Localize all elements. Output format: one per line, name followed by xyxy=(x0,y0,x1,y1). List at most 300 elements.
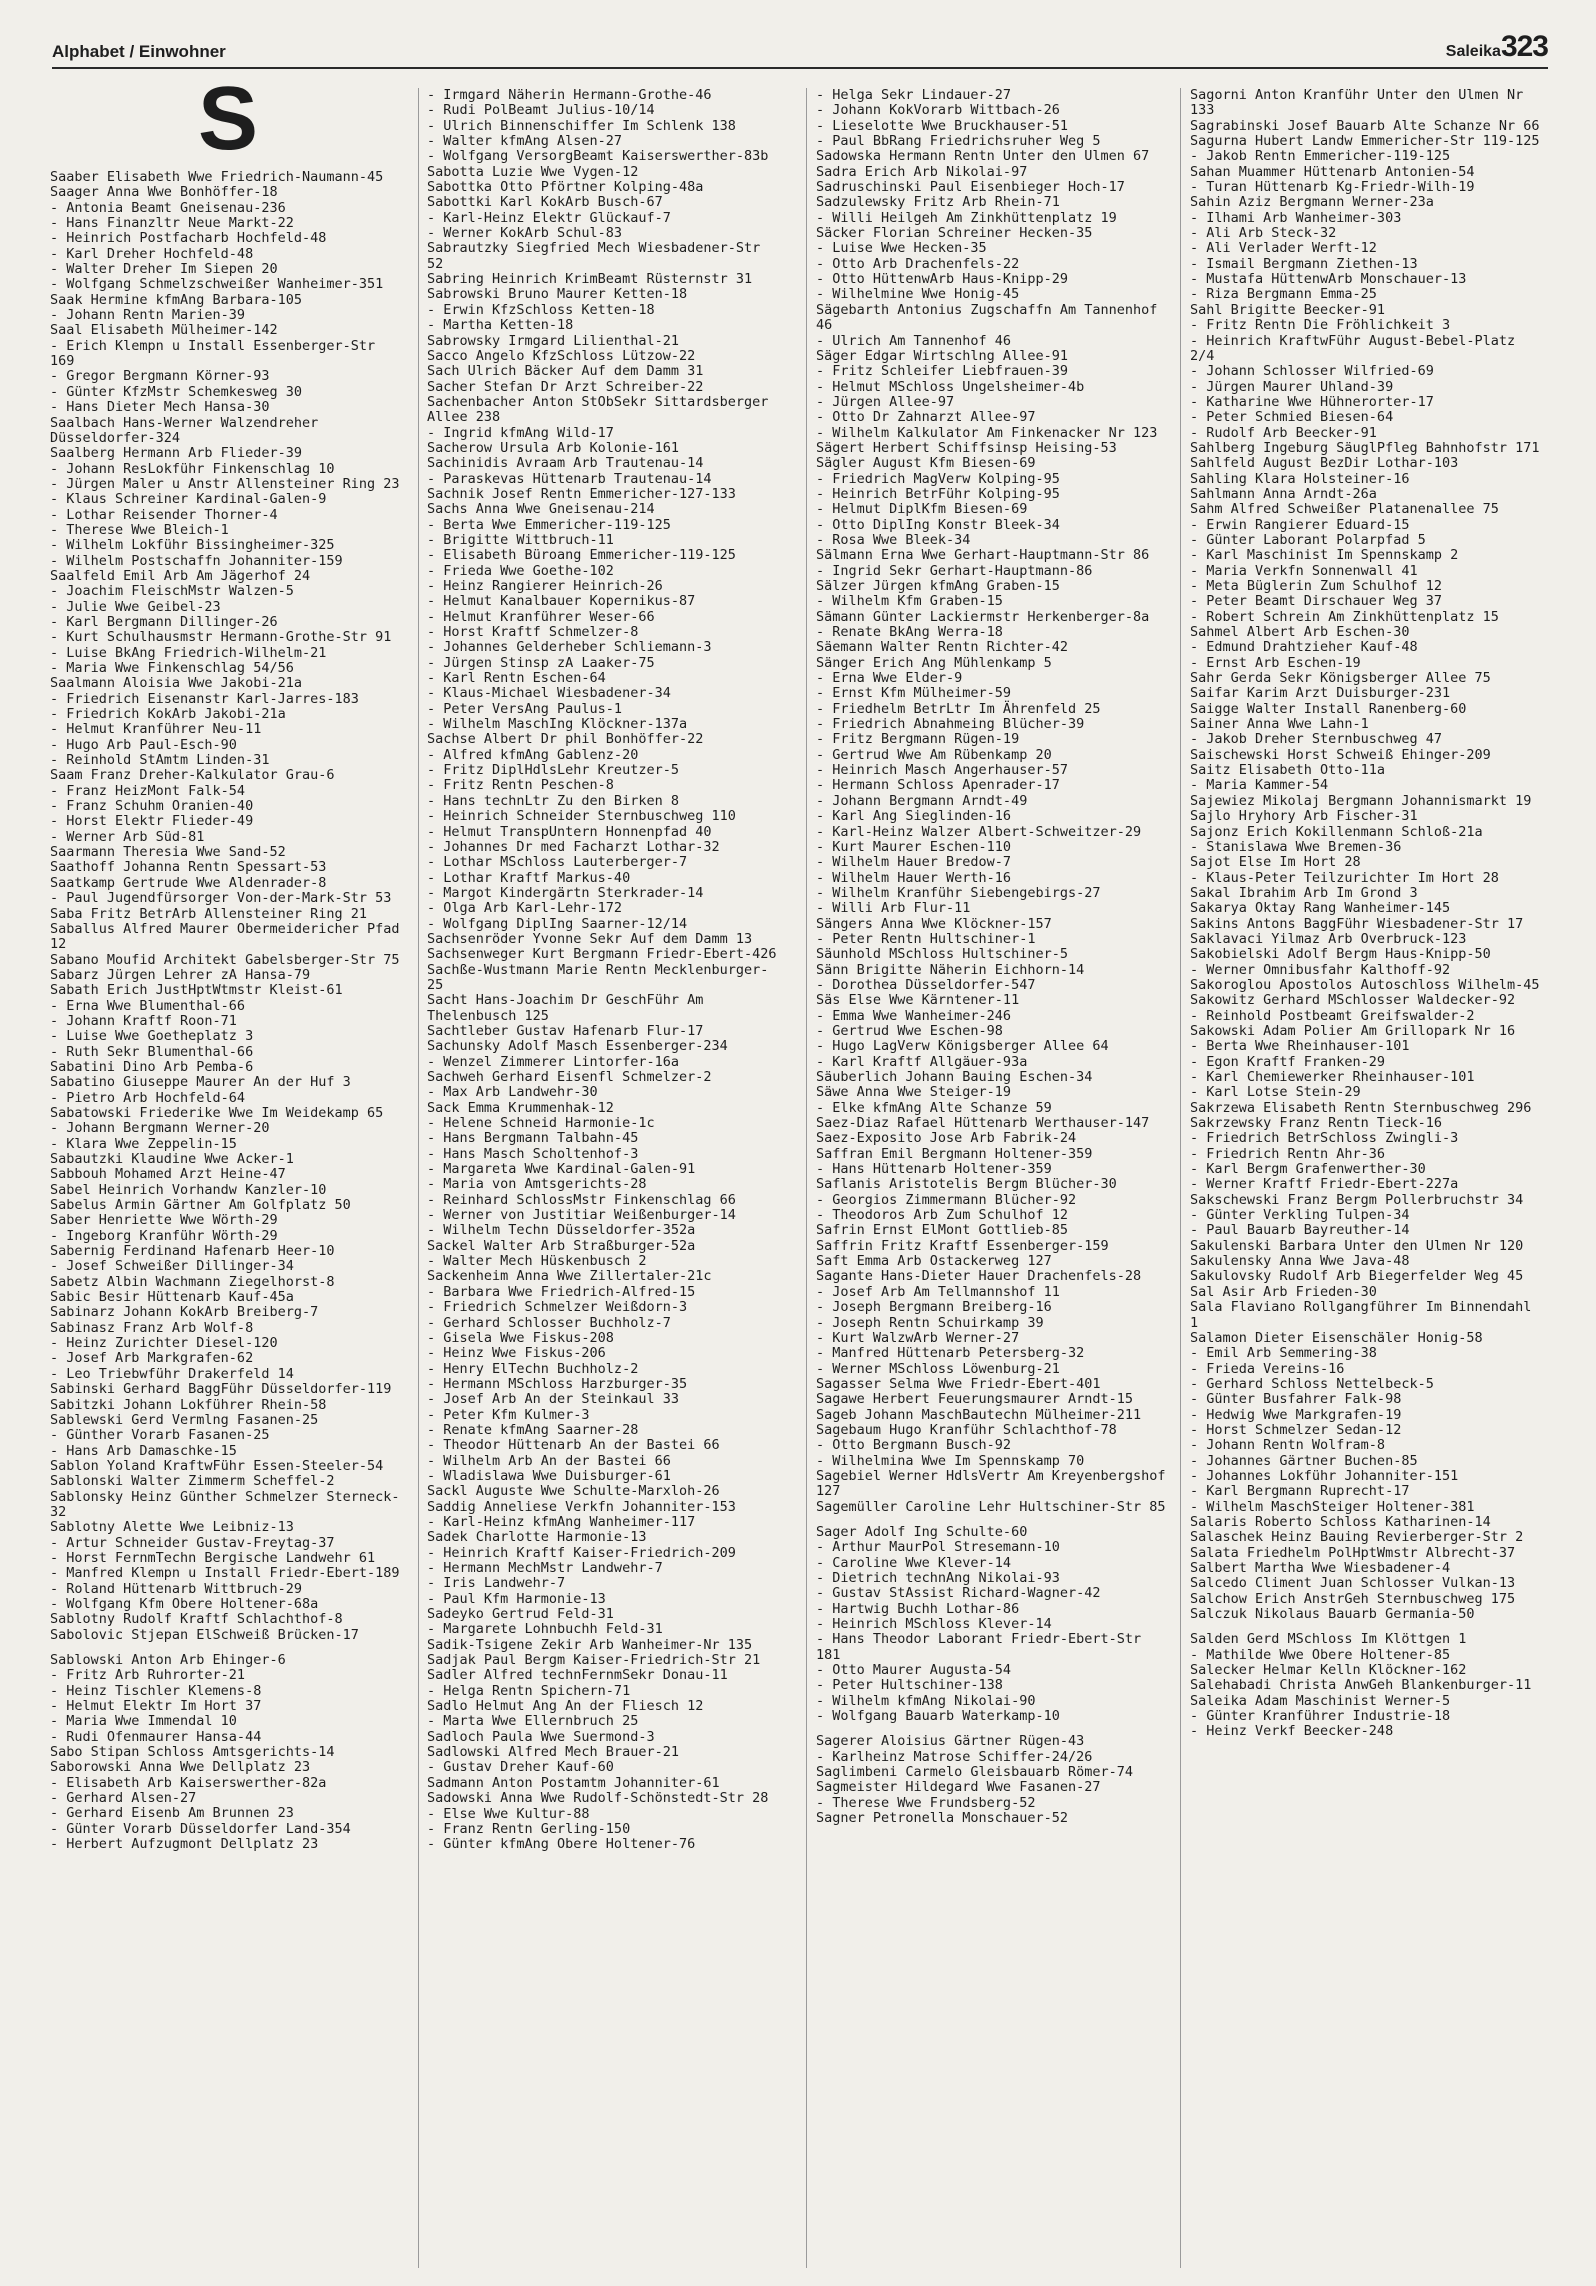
directory-entry: - Mustafa HüttenwArb Monschauer-13 xyxy=(1190,271,1467,288)
directory-entry: Salecker Helmar Kelln Klöckner-162 xyxy=(1190,1662,1467,1679)
directory-entry: Sakulensky Anna Wwe Java-48 xyxy=(1190,1253,1410,1270)
directory-entry: - Caroline Wwe Klever-14 xyxy=(816,1554,1012,1571)
directory-entry: Sachweh Gerhard Eisenfl Schmelzer-2 xyxy=(427,1069,712,1085)
directory-entry: - Johannes Gelderheber Schliemann-3 xyxy=(427,639,712,656)
directory-entry: Sakschewski Franz Bergm Pollerbruchstr 34 xyxy=(1190,1191,1524,1208)
directory-entry: - Johann ResLokführ Finkenschlag 10 xyxy=(50,460,335,477)
directory-entry: Sageb Johann MaschBautechn Mülheimer-211 xyxy=(816,1406,1142,1423)
directory-entry: - Johann Kraftf Roon-71 xyxy=(50,1012,237,1029)
directory-entry: Sachenbacher Anton StObSekr Sittardsberger Allee 238 xyxy=(427,393,777,426)
directory-entry: - Helmut MSchloss Ungelsheimer-4b xyxy=(816,378,1085,395)
directory-entry: Sachse Albert Dr phil Bonhöffer-22 xyxy=(427,731,704,748)
directory-entry: - Peter VersAng Paulus-1 xyxy=(427,700,623,717)
directory-entry: Sägert Herbert Schiffsinsp Heising-53 xyxy=(816,439,1117,456)
directory-entry: - Johann Bergmann Werner-20 xyxy=(50,1120,270,1137)
directory-entry: - Werner Omnibusfahr Kalthoff-92 xyxy=(1190,961,1451,978)
directory-entry: - Hans Bergmann Talbahn-45 xyxy=(427,1130,639,1147)
directory-entry: - Therese Wwe Bleich-1 xyxy=(50,521,229,538)
directory-entry: - Hans Hüttenarb Holtener-359 xyxy=(816,1161,1052,1178)
directory-entry: Sagner Petronella Monschauer-52 xyxy=(816,1810,1068,1827)
directory-entry: Sajlo Hryhory Arb Fischer-31 xyxy=(1190,808,1418,825)
directory-entry: Sabrowski Bruno Maurer Ketten-18 xyxy=(427,286,688,303)
directory-entry: - Gregor Bergmann Körner-93 xyxy=(50,368,270,385)
directory-entry: - Dorothea Düsseldorfer-547 xyxy=(816,976,1036,993)
directory-entry: Saalfeld Emil Arb Am Jägerhof 24 xyxy=(50,567,311,584)
running-head-word: Saleika xyxy=(1445,43,1501,60)
directory-entry: Sabrautzky Siegfried Mech Wiesbadener-Str 52 xyxy=(427,240,769,272)
directory-entry: Sach Ulrich Bäcker Auf dem Damm 31 xyxy=(427,363,704,380)
directory-entry: Salbert Martha Wwe Wiesbadener-4 xyxy=(1190,1560,1451,1576)
directory-entry: Sabatini Dino Arb Pemba-6 xyxy=(50,1058,254,1075)
directory-entry: Sablon Yoland KraftwFühr Essen-Steeler-54 xyxy=(50,1457,384,1474)
directory-entry: - Antonia Beamt Gneisenau-236 xyxy=(50,199,286,216)
directory-entry: - Horst Elektr Flieder-49 xyxy=(50,813,254,830)
directory-entry: - Otto Dr Zahnarzt Allee-97 xyxy=(816,409,1036,426)
directory-entry: Saal Elisabeth Mülheimer-142 xyxy=(50,322,278,339)
directory-entry: Säs Else Wwe Kärntener-11 xyxy=(816,992,1020,1009)
directory-entry: - Helmut Kanalbauer Kopernikus-87 xyxy=(427,593,696,610)
directory-entry: - Werner Arb Süd-81 xyxy=(50,828,205,845)
directory-entry: - Hugo Arb Paul-Esch-90 xyxy=(50,736,237,753)
directory-entry: - Heinrich Masch Angerhauser-57 xyxy=(816,762,1068,779)
directory-entry: Sagemüller Caroline Lehr Hultschiner-Str 85 xyxy=(816,1498,1166,1515)
directory-entry: - Günter Vorarb Düsseldorfer Land-354 xyxy=(50,1820,351,1837)
directory-entry: - Martha Ketten-18 xyxy=(427,317,574,334)
directory-entry: - Werner von Justitiar Weißenburger-14 xyxy=(427,1207,736,1224)
directory-entry: Salata Friedhelm PolHptWmstr Albrecht-37 xyxy=(1190,1544,1516,1561)
directory-entry: - Heinrich Schneider Sternbuschweg 110 xyxy=(427,808,736,825)
directory-entry: - Helga Rentn Spichern-71 xyxy=(427,1682,631,1699)
directory-entry: Saez-Exposito Jose Arb Fabrik-24 xyxy=(816,1130,1077,1147)
directory-entry: Sakulovsky Rudolf Arb Biegerfelder Weg 45 xyxy=(1190,1268,1524,1285)
directory-entry: Sahlmann Anna Arndt-26a xyxy=(1190,485,1377,502)
directory-entry: - Werner Kraftf Friedr-Ebert-227a xyxy=(1190,1176,1459,1193)
directory-entry: Saez-Diaz Rafael Hüttenarb Werthauser-147 xyxy=(816,1115,1150,1132)
directory-entry: - Ruth Sekr Blumenthal-66 xyxy=(50,1043,254,1060)
directory-entry: - Wilhelm Postschaffn Johanniter-159 xyxy=(50,552,343,569)
directory-entry: Sakarya Oktay Rang Wanheimer-145 xyxy=(1190,900,1451,917)
directory-entry: - Emil Arb Semmering-38 xyxy=(1190,1345,1377,1362)
directory-entry: Sadek Charlotte Harmonie-13 xyxy=(427,1529,647,1546)
directory-entry: - Karl Ang Sieglinden-16 xyxy=(816,808,1012,825)
directory-entry: - Willi Heilgeh Am Zinkhüttenplatz 19 xyxy=(816,209,1117,226)
directory-entry: - Luise Wwe Hecken-35 xyxy=(816,240,987,257)
directory-entry: - Ali Verlader Werft-12 xyxy=(1190,240,1377,257)
directory-entry: - Fritz Rentn Peschen-8 xyxy=(427,777,614,794)
directory-entry: - Joseph Rentn Schuirkamp 39 xyxy=(816,1314,1044,1331)
directory-entry: - Renate kfmAng Saarner-28 xyxy=(427,1421,639,1438)
directory-entry: Sackel Walter Arb Straßburger-52a xyxy=(427,1237,696,1254)
directory-entry: - Stanislawa Wwe Bremen-36 xyxy=(1190,838,1402,855)
directory-entry: - Helmut DiplKfm Biesen-69 xyxy=(816,501,1028,518)
column-divider xyxy=(806,88,807,2268)
directory-entry: - Klaus-Michael Wiesbadener-34 xyxy=(427,685,671,702)
directory-entry: - Fritz Bergmann Rügen-19 xyxy=(816,731,1020,748)
directory-entry: - Fritz DiplHdlsLehr Kreutzer-5 xyxy=(427,762,679,779)
directory-entry: Salaris Roberto Schloss Katharinen-14 xyxy=(1190,1513,1491,1530)
directory-entry: - Hans Theodor Laborant Friedr-Ebert-Str 181 xyxy=(816,1631,1150,1663)
directory-entry: Salcedo Climent Juan Schlosser Vulkan-13 xyxy=(1190,1575,1516,1592)
directory-entry: Sabano Moufid Architekt Gabelsberger-Str 75 xyxy=(50,951,400,968)
directory-entry: - Fritz Rentn Die Fröhlichkeit 3 xyxy=(1190,317,1451,334)
directory-entry: Sajewiez Mikolaj Bergmann Johannismarkt 19 xyxy=(1190,792,1532,809)
directory-entry: Sabernig Ferdinand Hafenarb Heer-10 xyxy=(50,1243,335,1260)
directory-entry: Sadlo Helmut Ang An der Fliesch 12 xyxy=(427,1698,704,1715)
directory-entry: - Paraskevas Hüttenarb Trautenau-14 xyxy=(427,470,712,487)
directory-entry: Sakulenski Barbara Unter den Ulmen Nr 120 xyxy=(1190,1237,1524,1254)
directory-entry: - Karl-Heinz Walzer Albert-Schweitzer-29 xyxy=(816,823,1142,840)
directory-entry: Saglimbeni Carmelo Gleisbauarb Römer-74 xyxy=(816,1764,1133,1781)
directory-entry: Sablotny Alette Wwe Leibniz-13 xyxy=(50,1519,294,1536)
directory-entry: - Margot Kindergärtn Sterkrader-14 xyxy=(427,884,704,901)
directory-entry: - Friedrich Rentn Ahr-36 xyxy=(1190,1145,1386,1162)
directory-entry: - Franz Rentn Gerling-150 xyxy=(427,1820,631,1837)
directory-entry: - Otto Arb Drachenfels-22 xyxy=(816,255,1020,272)
directory-entry: - Turan Hüttenarb Kg-Friedr-Wilh-19 xyxy=(1190,179,1475,196)
directory-entry: - Herbert Aufzugmont Dellplatz 23 xyxy=(50,1836,319,1853)
directory-entry: Sagmeister Hildegard Wwe Fasanen-27 xyxy=(816,1779,1101,1796)
directory-entry: - Heinrich KraftwFühr August-Bebel-Platz 2/4 xyxy=(1190,332,1524,364)
directory-entry: - Ali Arb Steck-32 xyxy=(1190,225,1337,242)
directory-entry: - Heinrich Kraftf Kaiser-Friedrich-209 xyxy=(427,1544,736,1561)
directory-entry: - Karl-Heinz Elektr Glückauf-7 xyxy=(427,209,671,226)
directory-entry: Sakowitz Gerhard MSchlosser Waldecker-92 xyxy=(1190,992,1516,1009)
directory-entry: Sakins Antons BaggFühr Wiesbadener-Str 17 xyxy=(1190,915,1524,932)
directory-entry: Sabitzki Johann Lokführer Rhein-58 xyxy=(50,1396,327,1413)
directory-entry: Sachtleber Gustav Hafenarb Flur-17 xyxy=(427,1022,704,1039)
directory-entry: - Rosa Wwe Bleek-34 xyxy=(816,531,971,548)
directory-entry: - Jürgen Stinsp zA Laaker-75 xyxy=(427,654,655,671)
directory-entry: Sablotny Rudolf Kraftf Schlachthof-8 xyxy=(50,1611,343,1628)
directory-entry: - Jakob Rentn Emmericher-119-125 xyxy=(1190,148,1451,165)
directory-entry: Sacco Angelo KfzSchloss Lützow-22 xyxy=(427,347,696,364)
directory-entry: Salehabadi Christa AnwGeh Blankenburger-11 xyxy=(1190,1677,1532,1694)
directory-entry: - Ingeborg Kranführ Wörth-29 xyxy=(50,1227,278,1244)
directory-entry: Sablonski Walter Zimmerm Scheffel-2 xyxy=(50,1473,335,1490)
directory-entry: - Karlheinz Matrose Schiffer-24/26 xyxy=(816,1748,1093,1765)
directory-entry: Saifar Karim Arzt Duisburger-231 xyxy=(1190,685,1451,702)
directory-entry: - Günter Laborant Polarpfad 5 xyxy=(1190,531,1426,548)
directory-entry: Sabinasz Franz Arb Wolf-8 xyxy=(50,1319,254,1336)
directory-entry: - Helga Sekr Lindauer-27 xyxy=(816,87,1012,103)
directory-entry: - Hedwig Wwe Markgrafen-19 xyxy=(1190,1406,1402,1423)
directory-entry: - Robert Schrein Am Zinkhüttenplatz 15 xyxy=(1190,608,1499,625)
directory-entry: Sängers Anna Wwe Klöckner-157 xyxy=(816,915,1052,932)
directory-entry: Sablonsky Heinz Günther Schmelzer Sterneck-32 xyxy=(50,1488,400,1520)
directory-column-3 xyxy=(816,87,1174,2273)
directory-entry: - Ulrich Am Tannenhof 46 xyxy=(816,332,1012,349)
directory-entry: Sacher Stefan Dr Arzt Schreiber-22 xyxy=(427,378,704,395)
directory-entry: - Erna Wwe Blumenthal-66 xyxy=(50,997,246,1014)
directory-entry: - Brigitte Wittbruch-11 xyxy=(427,531,614,548)
directory-entry: - Johann KokVorarb Wittbach-26 xyxy=(816,102,1060,119)
directory-entry: - Hermann MechMstr Landwehr-7 xyxy=(427,1560,663,1576)
directory-entry: - Lothar Kraftf Markus-40 xyxy=(427,869,631,886)
directory-entry: - Otto HüttenwArb Haus-Knipp-29 xyxy=(816,271,1068,288)
directory-entry: - Theodor Hüttenarb An der Bastei 66 xyxy=(427,1437,720,1454)
directory-entry: - Dietrich technAng Nikolai-93 xyxy=(816,1570,1060,1586)
directory-entry: - Wladislawa Wwe Duisburger-61 xyxy=(427,1467,671,1484)
directory-entry: Säger Edgar Wirtschlng Allee-91 xyxy=(816,347,1068,364)
directory-entry: - Joachim FleischMstr Walzen-5 xyxy=(50,583,294,600)
directory-entry: - Fritz Arb Ruhrorter-21 xyxy=(50,1667,246,1684)
directory-entry: - Erich Klempn u Install Essenberger-Str 169 xyxy=(50,337,384,370)
directory-entry: Saft Emma Arb Ostackerweg 127 xyxy=(816,1253,1052,1270)
directory-entry: - Egon Kraftf Franken-29 xyxy=(1190,1053,1386,1070)
directory-entry: - Helmut Elektr Im Hort 37 xyxy=(50,1698,262,1715)
directory-entry: - Paul Bauarb Bayreuther-14 xyxy=(1190,1222,1410,1239)
directory-entry: Saalmann Aloisia Wwe Jakobi-21a xyxy=(50,675,302,692)
directory-entry: - Friedrich Abnahmeing Blücher-39 xyxy=(816,716,1085,733)
directory-entry: - Ilhami Arb Wanheimer-303 xyxy=(1190,209,1402,226)
directory-entry: Salaschek Heinz Bauing Revierberger-Str 2 xyxy=(1190,1529,1524,1546)
directory-entry: Sabolovic Stjepan ElSchweiß Brücken-17 xyxy=(50,1626,359,1643)
directory-entry: - Reinhard SchlossMstr Finkenschlag 66 xyxy=(427,1191,736,1208)
directory-entry: - Barbara Wwe Friedrich-Alfred-15 xyxy=(427,1283,696,1300)
directory-entry: - Heinz Zurichter Diesel-120 xyxy=(50,1335,278,1352)
directory-entry: - Helmut Kranführer Weser-66 xyxy=(427,608,655,625)
directory-entry: Saak Hermine kfmAng Barbara-105 xyxy=(50,291,302,308)
directory-entry: - Maria Kammer-54 xyxy=(1190,777,1329,794)
directory-entry: - Wolfgang DiplIng Saarner-12/14 xyxy=(427,915,688,932)
directory-entry: - Artur Schneider Gustav-Freytag-37 xyxy=(50,1534,335,1551)
directory-entry: - Helmut TranspUntern Honnenpfad 40 xyxy=(427,823,712,840)
directory-entry: Sägler August Kfm Biesen-69 xyxy=(816,455,1036,472)
directory-entry: - Wilhelm Kalkulator Am Finkenacker Nr 123 xyxy=(816,424,1158,441)
directory-entry: Säunhold MSchloss Hultschiner-5 xyxy=(816,946,1068,963)
directory-entry: - Elke kfmAng Alte Schanze 59 xyxy=(816,1099,1052,1116)
directory-entry: - Paul Kfm Harmonie-13 xyxy=(427,1590,606,1607)
directory-entry: Sagebaum Hugo Kranführ Schlachthof-78 xyxy=(816,1421,1117,1438)
directory-entry: - Walter kfmAng Alsen-27 xyxy=(427,133,623,150)
directory-entry: - Else Wwe Kultur-88 xyxy=(427,1805,590,1822)
directory-entry: - Wolfgang Bauarb Waterkamp-10 xyxy=(816,1708,1060,1725)
directory-entry: - Rudi Ofenmaurer Hansa-44 xyxy=(50,1728,262,1745)
directory-entry: - Hermann Schloss Apenrader-17 xyxy=(816,777,1060,794)
directory-entry: - Wolfgang Schmelzschweißer Wanheimer-351 xyxy=(50,276,384,293)
directory-entry: - Therese Wwe Frundsberg-52 xyxy=(816,1794,1036,1811)
directory-entry: - Josef Arb Markgrafen-62 xyxy=(50,1350,254,1367)
directory-entry: Saflanis Aristotelis Bergm Blücher-30 xyxy=(816,1176,1117,1193)
directory-entry: Sadzulewsky Fritz Arb Rhein-71 xyxy=(816,194,1060,211)
directory-entry: - Karl Rentn Eschen-64 xyxy=(427,670,606,687)
directory-entry: - Meta Büglerin Zum Schulhof 12 xyxy=(1190,578,1442,594)
directory-entry: - Heinrich BetrFühr Kolping-95 xyxy=(816,485,1060,502)
directory-entry: - Günter kfmAng Obere Holtener-76 xyxy=(427,1836,696,1853)
directory-entry: - Paul BbRang Friedrichsruher Weg 5 xyxy=(816,133,1101,150)
directory-entry: Saatkamp Gertrude Wwe Aldenrader-8 xyxy=(50,874,327,891)
directory-entry: - Peter Hultschiner-138 xyxy=(816,1677,1003,1694)
directory-entry: - Peter Kfm Kulmer-3 xyxy=(427,1406,590,1423)
directory-entry: - Walter Dreher Im Siepen 20 xyxy=(50,261,278,278)
directory-entry: - Gerhard Eisenb Am Brunnen 23 xyxy=(50,1805,294,1822)
directory-entry: - Ingrid kfmAng Wild-17 xyxy=(427,424,614,441)
directory-entry: Sabrowsky Irmgard Lilienthal-21 xyxy=(427,332,679,349)
directory-entry: - Maria von Amtsgerichts-28 xyxy=(427,1176,647,1193)
directory-entry: Sabarz Jürgen Lehrer zA Hansa-79 xyxy=(50,966,311,983)
directory-entry: - Lieselotte Wwe Bruckhauser-51 xyxy=(816,117,1068,134)
directory-entry: Sämann Günter Lackiermstr Herkenberger-8a xyxy=(816,608,1150,625)
directory-entry: - Maria Wwe Finkenschlag 54/56 xyxy=(50,660,294,676)
directory-entry: Sagasser Selma Wwe Friedr-Ebert-401 xyxy=(816,1375,1101,1392)
directory-entry: - Heinz Wwe Fiskus-206 xyxy=(427,1345,606,1362)
directory-entry: Salchow Erich AnstrGeh Sternbuschweg 175 xyxy=(1190,1590,1516,1607)
directory-entry: - Katharine Wwe Hühnerorter-17 xyxy=(1190,393,1434,410)
directory-entry: - Elisabeth Büroang Emmericher-119-125 xyxy=(427,547,736,564)
directory-entry: Saarmann Theresia Wwe Sand-52 xyxy=(50,844,286,861)
directory-entry: - Roland Hüttenarb Wittbruch-29 xyxy=(50,1580,302,1597)
directory-entry: Saigge Walter Install Ranenberg-60 xyxy=(1190,700,1467,717)
directory-entry: - Wilhelm kfmAng Nikolai-90 xyxy=(816,1692,1036,1709)
directory-column-2 xyxy=(427,88,777,2273)
directory-entry: Sadruschinski Paul Eisenbieger Hoch-17 xyxy=(816,179,1125,196)
directory-entry: Sabinarz Johann KokArb Breiberg-7 xyxy=(50,1304,319,1321)
directory-entry: - Hans Masch Scholtenhof-3 xyxy=(427,1145,639,1162)
directory-entry: - Horst Kraftf Schmelzer-8 xyxy=(427,624,639,641)
directory-entry: Sack Emma Krummenhak-12 xyxy=(427,1099,614,1116)
directory-entry: - Werner MSchloss Löwenburg-21 xyxy=(816,1360,1060,1377)
directory-entry: Sadra Erich Arb Nikolai-97 xyxy=(816,163,1028,180)
directory-entry: Saffran Emil Bergmann Holtener-359 xyxy=(816,1145,1093,1162)
directory-entry: Safrin Ernst ElMont Gottlieb-85 xyxy=(816,1222,1068,1239)
directory-entry: - Johannes Lokführ Johanniter-151 xyxy=(1190,1467,1459,1484)
directory-entry: - Horst Schmelzer Sedan-12 xyxy=(1190,1421,1402,1438)
directory-entry: - Wilhelm Hauer Werth-16 xyxy=(816,869,1012,886)
directory-entry: - Peter Schmied Biesen-64 xyxy=(1190,409,1394,426)
directory-entry: Sager Adolf Ing Schulte-60 xyxy=(816,1523,1028,1540)
directory-entry: Sakoroglou Apostolos Autoschloss Wilhelm-45 xyxy=(1190,976,1540,993)
directory-entry: - Walter Mech Hüskenbusch 2 xyxy=(427,1253,647,1270)
directory-entry: Sahin Aziz Bergmann Werner-23a xyxy=(1190,194,1434,211)
directory-entry: Sänn Brigitte Näherin Eichhorn-14 xyxy=(816,961,1085,978)
directory-entry: - Günter Kranführer Industrie-18 xyxy=(1190,1708,1451,1725)
directory-entry: Sainer Anna Wwe Lahn-1 xyxy=(1190,716,1369,733)
directory-entry: - Wilhelm MaschIng Klöckner-137a xyxy=(427,716,688,733)
directory-entry: - Hermann MSchloss Harzburger-35 xyxy=(427,1375,688,1392)
directory-entry: - Margareta Wwe Kardinal-Galen-91 xyxy=(427,1161,696,1178)
directory-entry: - Reinhold StAmtm Linden-31 xyxy=(50,752,270,769)
directory-entry: Sabring Heinrich KrimBeamt Rüsternstr 31 xyxy=(427,271,753,288)
directory-entry: Sacherow Ursula Arb Kolonie-161 xyxy=(427,439,679,456)
directory-entry: - Jürgen Maler u Anstr Allensteiner Ring 23 xyxy=(50,475,400,492)
directory-entry: Sabetz Albin Wachmann Ziegelhorst-8 xyxy=(50,1273,335,1290)
directory-entry: - Gertrud Wwe Eschen-98 xyxy=(816,1022,1003,1039)
directory-entry: - Friedhelm BetrLtr Im Ährenfeld 25 xyxy=(816,700,1101,717)
directory-entry: - Reinhold Postbeamt Greifswalder-2 xyxy=(1190,1007,1475,1024)
directory-entry: Sagebiel Werner HdlsVertr Am Kreyenbergshof 127 xyxy=(816,1467,1174,1500)
directory-entry: Sagrabinski Josef Bauarb Alte Schanze Nr 66 xyxy=(1190,117,1540,134)
directory-entry: - Otto DiplIng Konstr Bleek-34 xyxy=(816,516,1060,533)
column-divider xyxy=(418,88,419,2268)
directory-entry: - Hans Finanzltr Neue Markt-22 xyxy=(50,215,294,232)
directory-entry: Saklavaci Yilmaz Arb Overbruck-123 xyxy=(1190,930,1467,947)
directory-entry: Saager Anna Wwe Bonhöffer-18 xyxy=(50,184,278,201)
directory-entry: Säemann Walter Rentn Richter-42 xyxy=(816,639,1068,656)
directory-entry: Säuberlich Johann Bauing Eschen-34 xyxy=(816,1069,1093,1085)
directory-entry: - Theodoros Arb Zum Schulhof 12 xyxy=(816,1207,1068,1224)
directory-entry: - Johann Rentn Marien-39 xyxy=(50,307,246,324)
directory-entry: - Horst FernmTechn Bergische Landwehr 61 xyxy=(50,1549,376,1566)
directory-entry: Sagurna Hubert Landw Emmericher-Str 119-125 xyxy=(1190,133,1540,150)
directory-entry: - Ingrid Sekr Gerhart-Hauptmann-86 xyxy=(816,562,1093,579)
directory-entry: - Karl Maschinist Im Spennskamp 2 xyxy=(1190,547,1459,564)
directory-entry: - Josef Arb An der Steinkaul 33 xyxy=(427,1391,679,1408)
directory-entry: - Gustav Dreher Kauf-60 xyxy=(427,1759,614,1776)
directory-entry: - Ismail Bergmann Ziethen-13 xyxy=(1190,255,1418,272)
directory-column-1 xyxy=(50,69,408,2273)
directory-entry: - Fritz Schleifer Liebfrauen-39 xyxy=(816,363,1068,380)
directory-entry: Sagante Hans-Dieter Hauer Drachenfels-28 xyxy=(816,1268,1142,1285)
directory-entry: - Olga Arb Karl-Lehr-172 xyxy=(427,900,623,917)
directory-entry: Sala Flaviano Rollgangführer Im Binnendahl 1 xyxy=(1190,1299,1540,1331)
directory-entry: - Berta Wwe Rheinhauser-101 xyxy=(1190,1038,1410,1055)
directory-entry: - Kurt Maurer Eschen-110 xyxy=(816,838,1012,855)
directory-entry: - Ulrich Binnenschiffer Im Schlenk 138 xyxy=(427,117,736,134)
directory-entry: - Friedrich KokArb Jakobi-21a xyxy=(50,706,286,723)
directory-entry: - Manfred Klempn u Install Friedr-Ebert-189 xyxy=(50,1565,400,1582)
directory-entry: Sahling Klara Holsteiner-16 xyxy=(1190,470,1410,487)
page-number: 323 xyxy=(1500,30,1548,63)
directory-entry: - Hans Dieter Mech Hansa-30 xyxy=(50,399,270,416)
directory-entry: Sadik-Tsigene Zekir Arb Wanheimer-Nr 135 xyxy=(427,1636,753,1653)
directory-entry: - Franz Schuhm Oranien-40 xyxy=(50,798,254,815)
directory-entry: - Wilhelmina Wwe Im Spennskamp 70 xyxy=(816,1452,1085,1469)
directory-entry: - Riza Bergmann Emma-25 xyxy=(1190,286,1377,303)
directory-entry: - Wilhelm Hauer Bredow-7 xyxy=(816,854,1012,871)
directory-entry: - Renate BkAng Werra-18 xyxy=(816,624,1003,641)
directory-entry: - Paul Jugendfürsorger Von-der-Mark-Str 53 xyxy=(50,890,392,907)
directory-entry: Sachs Anna Wwe Gneisenau-214 xyxy=(427,501,655,518)
directory-entry: - Karl Kraftf Allgäuer-93a xyxy=(816,1053,1028,1070)
directory-entry: - Peter Rentn Hultschiner-1 xyxy=(816,930,1036,947)
directory-entry: - Klara Wwe Zeppelin-15 xyxy=(50,1135,237,1152)
directory-entry: Sadowska Hermann Rentn Unter den Ulmen 67 xyxy=(816,148,1150,165)
directory-entry: - Mathilde Wwe Obere Holtener-85 xyxy=(1190,1646,1451,1663)
directory-entry: - Heinz Verkf Beecker-248 xyxy=(1190,1723,1394,1740)
directory-entry: - Gertrud Wwe Am Rübenkamp 20 xyxy=(816,746,1052,763)
header-rule xyxy=(52,67,1548,69)
directory-entry: - Wolfgang Kfm Obere Holtener-68a xyxy=(50,1595,319,1612)
directory-entry: - Franz HeizMont Falk-54 xyxy=(50,782,246,799)
directory-entry: - Friedrich BetrSchloss Zwingli-3 xyxy=(1190,1130,1459,1147)
directory-entry: Saitz Elisabeth Otto-11a xyxy=(1190,762,1386,779)
directory-entry: - Johann Bergmann Arndt-49 xyxy=(816,792,1028,809)
directory-entry: - Arthur MaurPol Stresemann-10 xyxy=(816,1539,1060,1556)
directory-entry: - Kurt Schulhausmstr Hermann-Grothe-Str 91 xyxy=(50,629,392,646)
directory-entry: - Günter Verkling Tulpen-34 xyxy=(1190,1207,1410,1224)
directory-entry: - Johannes Gärtner Buchen-85 xyxy=(1190,1452,1418,1469)
section-letter: S xyxy=(197,69,259,169)
directory-entry: - Karl Bergmann Dillinger-26 xyxy=(50,613,278,630)
directory-entry: - Heinz Tischler Klemens-8 xyxy=(50,1682,262,1699)
directory-entry: - Wilhelm Arb An der Bastei 66 xyxy=(427,1452,671,1469)
directory-entry: Sahlberg Ingeburg SäuglPfleg Bahnhofstr 171 xyxy=(1190,439,1540,456)
directory-entry: Saber Henriette Wwe Wörth-29 xyxy=(50,1212,278,1229)
directory-entry: Salczuk Nikolaus Bauarb Germania-50 xyxy=(1190,1606,1475,1623)
directory-entry: - Maria Wwe Immendal 10 xyxy=(50,1713,237,1730)
directory-entry: Sadjak Paul Bergm Kaiser-Friedrich-Str 21 xyxy=(427,1652,761,1669)
directory-entry: Sakrzewa Elisabeth Rentn Sternbuschweg 296 xyxy=(1190,1099,1532,1116)
directory-entry: Saddig Anneliese Verkfn Johanniter-153 xyxy=(427,1498,736,1515)
directory-entry: - Manfred Hüttenarb Petersberg-32 xyxy=(816,1345,1085,1362)
directory-entry: Sachße-Wustmann Marie Rentn Mecklenburger-25 xyxy=(427,961,769,993)
directory-entry: Sadlowski Alfred Mech Brauer-21 xyxy=(427,1744,679,1761)
directory-entry: - Jakob Dreher Sternbuschweg 47 xyxy=(1190,731,1442,748)
directory-entry: Sagawe Herbert Feuerungsmaurer Arndt-15 xyxy=(816,1391,1133,1408)
directory-entry: - Wilhelmine Wwe Honig-45 xyxy=(816,286,1020,303)
directory-entry: - Hans Arb Damaschke-15 xyxy=(50,1442,237,1459)
directory-entry: Säcker Florian Schreiner Hecken-35 xyxy=(816,225,1093,242)
